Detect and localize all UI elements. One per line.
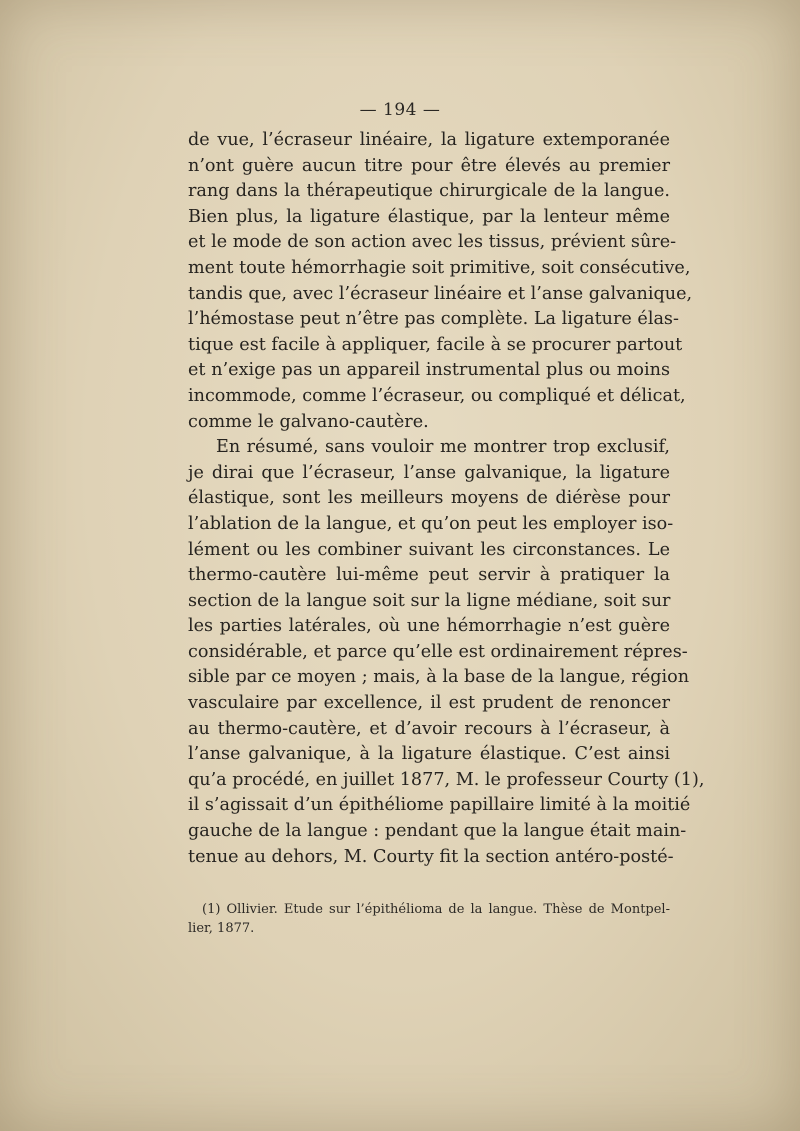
footnote — [188, 900, 670, 938]
body-line: les parties latérales, où une hémorrhagie n’est guère — [188, 616, 670, 637]
body-line: n’ont guère aucun titre pour être élevés au premier — [188, 155, 670, 176]
body-text — [188, 128, 705, 870]
body-line: et n’exige pas un appareil instrumental plus ou moins — [188, 360, 670, 381]
body-line: gauche de la langue : pendant que la langue était main- — [188, 821, 687, 842]
body-line: il s’agissait d’un épithéliome papillaire limité à la moitié — [188, 795, 691, 816]
page-number: — 194 — — [359, 100, 441, 120]
body-line: l’anse galvanique, à la ligature élastique. C’est ainsi — [188, 744, 670, 765]
body-line: Bien plus, la ligature élastique, par la lenteur même — [188, 206, 670, 227]
body-line: considérable, et parce qu’elle est ordinairement répres- — [188, 641, 688, 662]
body-line: l’ablation de la langue, et qu’on peut les employer iso- — [188, 513, 674, 534]
body-line: l’hémostase peut n’être pas complète. La ligature élas- — [188, 309, 679, 330]
body-line: qu’a procédé, en juillet 1877, M. le professeur Courty (1), — [188, 769, 705, 790]
body-line: au thermo-cautère, et d’avoir recours à l’écraseur, à — [188, 718, 670, 739]
body-line: de vue, l’écraseur linéaire, la ligature extemporanée — [188, 130, 670, 150]
body-line: tique est facile à appliquer, facile à se procurer partout — [188, 334, 683, 355]
body-line: thermo-cautère lui-même peut servir à pratiquer la — [188, 565, 670, 586]
body-line: comme le galvano-cautère. — [188, 411, 429, 432]
body-line: lément ou les combiner suivant les circonstances. Le — [188, 539, 670, 560]
body-line: section de la langue soit sur la ligne médiane, soit sur — [188, 590, 671, 611]
body-line: je dirai que l’écraseur, l’anse galvanique, la ligature — [188, 462, 670, 483]
body-line: rang dans la thérapeutique chirurgicale de la langue. — [188, 181, 670, 202]
body-line: tandis que, avec l’écraseur linéaire et l’anse galvanique, — [188, 283, 693, 304]
body-line: En résumé, sans vouloir me montrer trop exclusif, — [216, 437, 670, 458]
body-line: ment toute hémorrhagie soit primitive, soit consécutive, — [188, 257, 691, 278]
body-line: tenue au dehors, M. Courty fit la section antéro-posté- — [188, 846, 674, 867]
body-line: élastique, sont les meilleurs moyens de diérèse pour — [188, 488, 670, 509]
body-line: incommode, comme l’écraseur, ou compliqué et délicat, — [188, 385, 686, 406]
body-line: et le mode de son action avec les tissus, prévient sûre- — [188, 232, 677, 253]
footnote-line: lier, 1877. — [188, 921, 255, 936]
footnote-line: (1) Ollivier. Etude sur l’épithélioma de la langue. Thèse de Montpel- — [202, 902, 670, 917]
body-line: sible par ce moyen ; mais, à la base de la langue, région — [188, 667, 690, 688]
body-line: vasculaire par excellence, il est prudent de renoncer — [188, 693, 670, 714]
